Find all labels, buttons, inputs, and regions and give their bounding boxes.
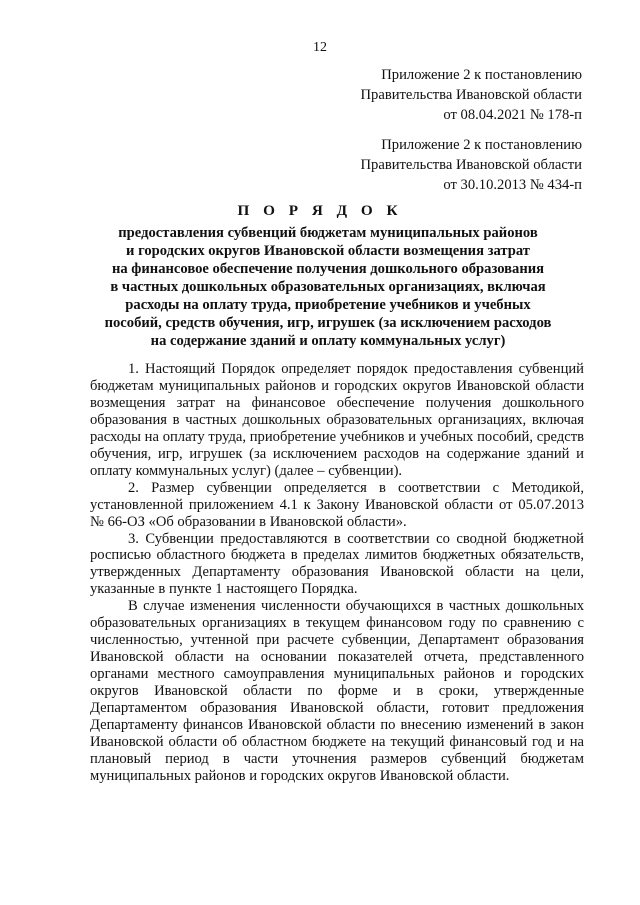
subtitle-line: расходы на оплату труда, приобретение учебников и учебных [125,297,531,313]
subtitle-line: на финансовое обеспечение получения дошкольного образования [111,261,545,277]
subtitle-line: пособий, средств обучения, игр, игрушек (за исключением расходов [104,315,552,331]
appendix-line: Приложение 2 к постановлению [381,67,582,83]
paragraph-2: 2. Размер субвенции определяется в соответствии с Методикой, установленной приложением 4.1 к Закону Ивановской области от 05.07.2013 № 66-ОЗ «Об образовании в Ивановской области». [90,479,584,530]
paragraph-3: 3. Субвенции предоставляются в соответствии со сводной бюджетной росписью областного бюджета в пределах лимитов бюджетных обязательств, утвержденных Департаменту образования Ивановской области на цели, указанные в пункте 1 настоящего Порядка. [90,530,584,598]
appendix-line: Правительства Ивановской области [360,157,582,173]
subtitle-line: в частных дошкольных образовательных организациях, включая [110,279,546,295]
document-subtitle [88,224,568,350]
paragraph-4: В случае изменения численности обучающихся в частных дошкольных образовательных организациях в текущем финансовом году по сравнению с численностью, учтенной при расчете субвенции, Департамент образования Ивановской области на основании показателей отчета, представленного органами местного самоуправления муниципальных районов и городских округов Ивановской области по форме и в сроки, утвержденные Департаментом образования Ивановской области, готовит предложения Департаменту финансов Ивановской области по внесению изменений в закон Ивановской области об областном бюджете на текущий финансовый год и на плановый период в части уточнения размеров субвенций бюджетам муниципальных районов и городских округов Ивановской области. [90,598,584,784]
subtitle-line: и городских округов Ивановской области возмещения затрат [126,243,530,259]
subtitle-line: предоставления субвенций бюджетам муниципальных районов [118,225,538,241]
document-body [90,361,584,785]
paragraph-1: 1. Настоящий Порядок определяет порядок предоставления субвенций бюджетам муниципальных районов и городских округов Ивановской области возмещения затрат на финансовое обеспечение получения дошкольного образования в частных дошкольных образовательных организациях, включая расходы на оплату труда, приобретение учебников и учебных пособий, средств обучения, игр, игрушек (за исключением расходов на содержание зданий и оплату коммунальных услуг) (далее – субвенции). [90,361,584,479]
appendix-reference-original [361,135,582,195]
appendix-line: Приложение 2 к постановлению [381,137,582,153]
document-title: П О Р Я Д О К [237,202,403,219]
appendix-line: Правительства Ивановской области [360,87,582,103]
subtitle-line: на содержание зданий и оплату коммунальных услуг) [150,333,506,349]
appendix-date-number: от 08.04.2021 № 178-п [443,107,582,123]
page-number: 12 [313,40,327,55]
appendix-date-number: от 30.10.2013 № 434-п [443,177,582,193]
appendix-reference-current [361,65,582,125]
